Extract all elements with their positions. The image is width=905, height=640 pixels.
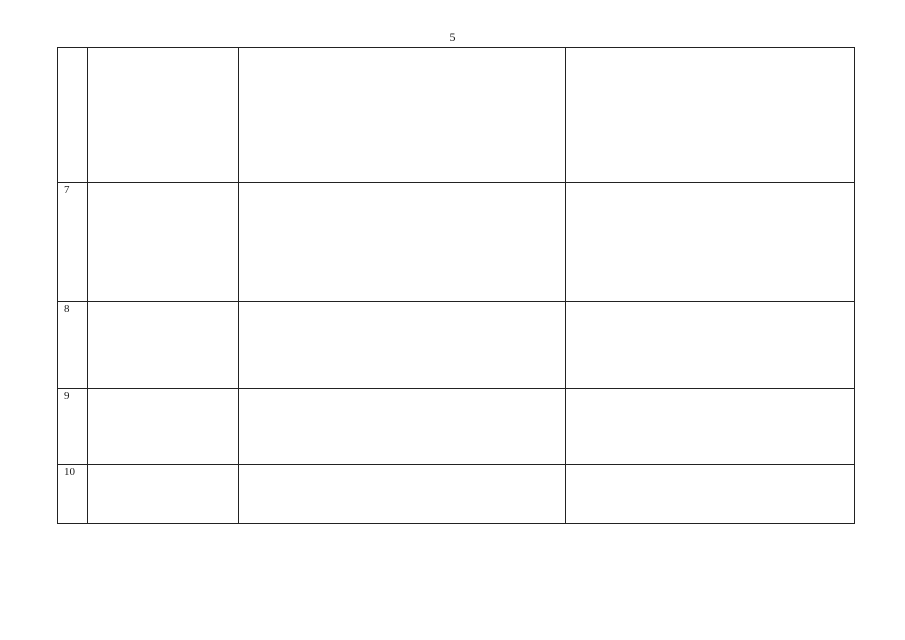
row-number-cell [58,465,88,524]
document-table [57,47,855,524]
activity-name-cell [88,389,239,465]
activity-name-cell [88,302,239,389]
row-number: 8 [64,303,70,315]
table-row [58,48,855,183]
activity-name-cell [88,183,239,302]
activity-name-cell [88,465,239,524]
row-number-cell [58,389,88,465]
row-number: 7 [64,184,70,196]
activity-name-cell [88,48,239,183]
works-cell [566,48,855,183]
row-number [58,48,87,50]
table-row [58,465,855,524]
row-number: 9 [64,390,70,402]
activity-name [88,183,238,185]
equipment-cell [239,302,566,389]
equipment-cell [239,465,566,524]
row-number-cell [58,302,88,389]
works-cell [566,465,855,524]
activity-name [88,389,238,391]
equipment-cell [239,389,566,465]
page-number: 5 [449,30,456,44]
works-cell [566,183,855,302]
row-number-cell [58,48,88,183]
table-row [58,389,855,465]
activity-name [88,48,238,50]
activity-name [88,465,238,467]
row-number: 10 [64,466,75,478]
table-row [58,183,855,302]
equipment-cell [239,183,566,302]
works-cell [566,302,855,389]
works-cell [566,389,855,465]
equipment-cell [239,48,566,183]
table-row [58,302,855,389]
row-number-cell [58,183,88,302]
activity-name [88,302,238,304]
